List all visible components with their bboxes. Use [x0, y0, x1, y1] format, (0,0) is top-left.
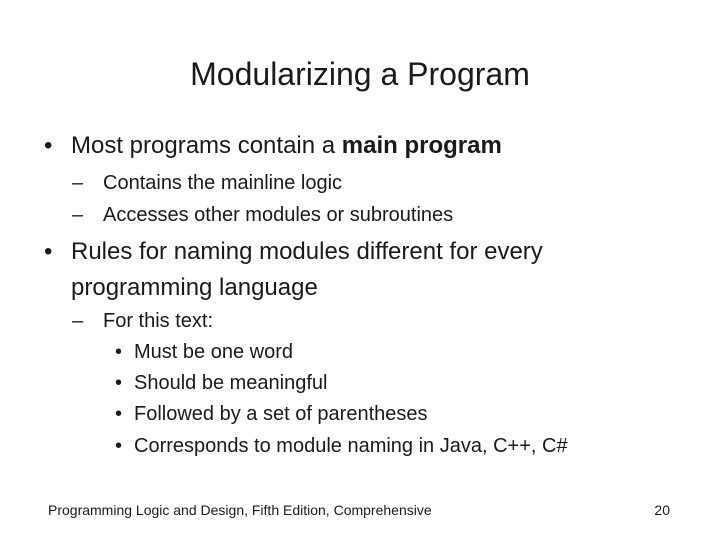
- rule-item-marker: •: [115, 403, 123, 425]
- sub-bullet-marker: –: [72, 204, 84, 226]
- footer-book-title: Programming Logic and Design, Fifth Edition, Comprehensive: [48, 502, 432, 518]
- rule-item-text: Should be meaningful: [134, 372, 328, 394]
- sub-bullet-text: Contains the mainline logic: [103, 172, 343, 194]
- rule-item-text: Followed by a set of parentheses: [134, 403, 428, 425]
- bullet-text-line2: programming language: [71, 274, 318, 301]
- sub-bullet-accesses-modules: [72, 199, 453, 231]
- sub-bullet-marker: –: [72, 310, 84, 332]
- slide-title: Modularizing a Program: [190, 56, 530, 92]
- bullet-bold-text: main program: [341, 132, 502, 159]
- bullet-main-program: [44, 128, 502, 164]
- bullet-text-line1: Rules for naming modules different for every: [71, 238, 543, 265]
- bullet-naming-rules: [44, 234, 543, 306]
- rule-item: [115, 336, 293, 368]
- rule-item-marker: •: [115, 372, 123, 394]
- rule-item: [115, 430, 568, 462]
- rule-item: [115, 398, 428, 430]
- rule-item: [115, 367, 327, 399]
- page-number: 20: [654, 502, 670, 518]
- sub-bullet-marker: –: [72, 172, 84, 194]
- bullet-marker: •: [44, 132, 53, 159]
- sub-bullet-mainline-logic: [72, 167, 342, 199]
- sub-bullet-for-this-text: [72, 305, 213, 337]
- sub-bullet-text: Accesses other modules or subroutines: [103, 204, 454, 226]
- rule-item-marker: •: [115, 435, 123, 457]
- rule-item-marker: •: [115, 341, 123, 363]
- bullet-marker: •: [44, 238, 53, 265]
- bullet-text: Most programs contain a: [71, 132, 342, 159]
- sub-bullet-text: For this text:: [103, 310, 214, 332]
- rule-item-text: Corresponds to module naming in Java, C++, C#: [134, 435, 568, 457]
- rule-item-text: Must be one word: [134, 341, 293, 363]
